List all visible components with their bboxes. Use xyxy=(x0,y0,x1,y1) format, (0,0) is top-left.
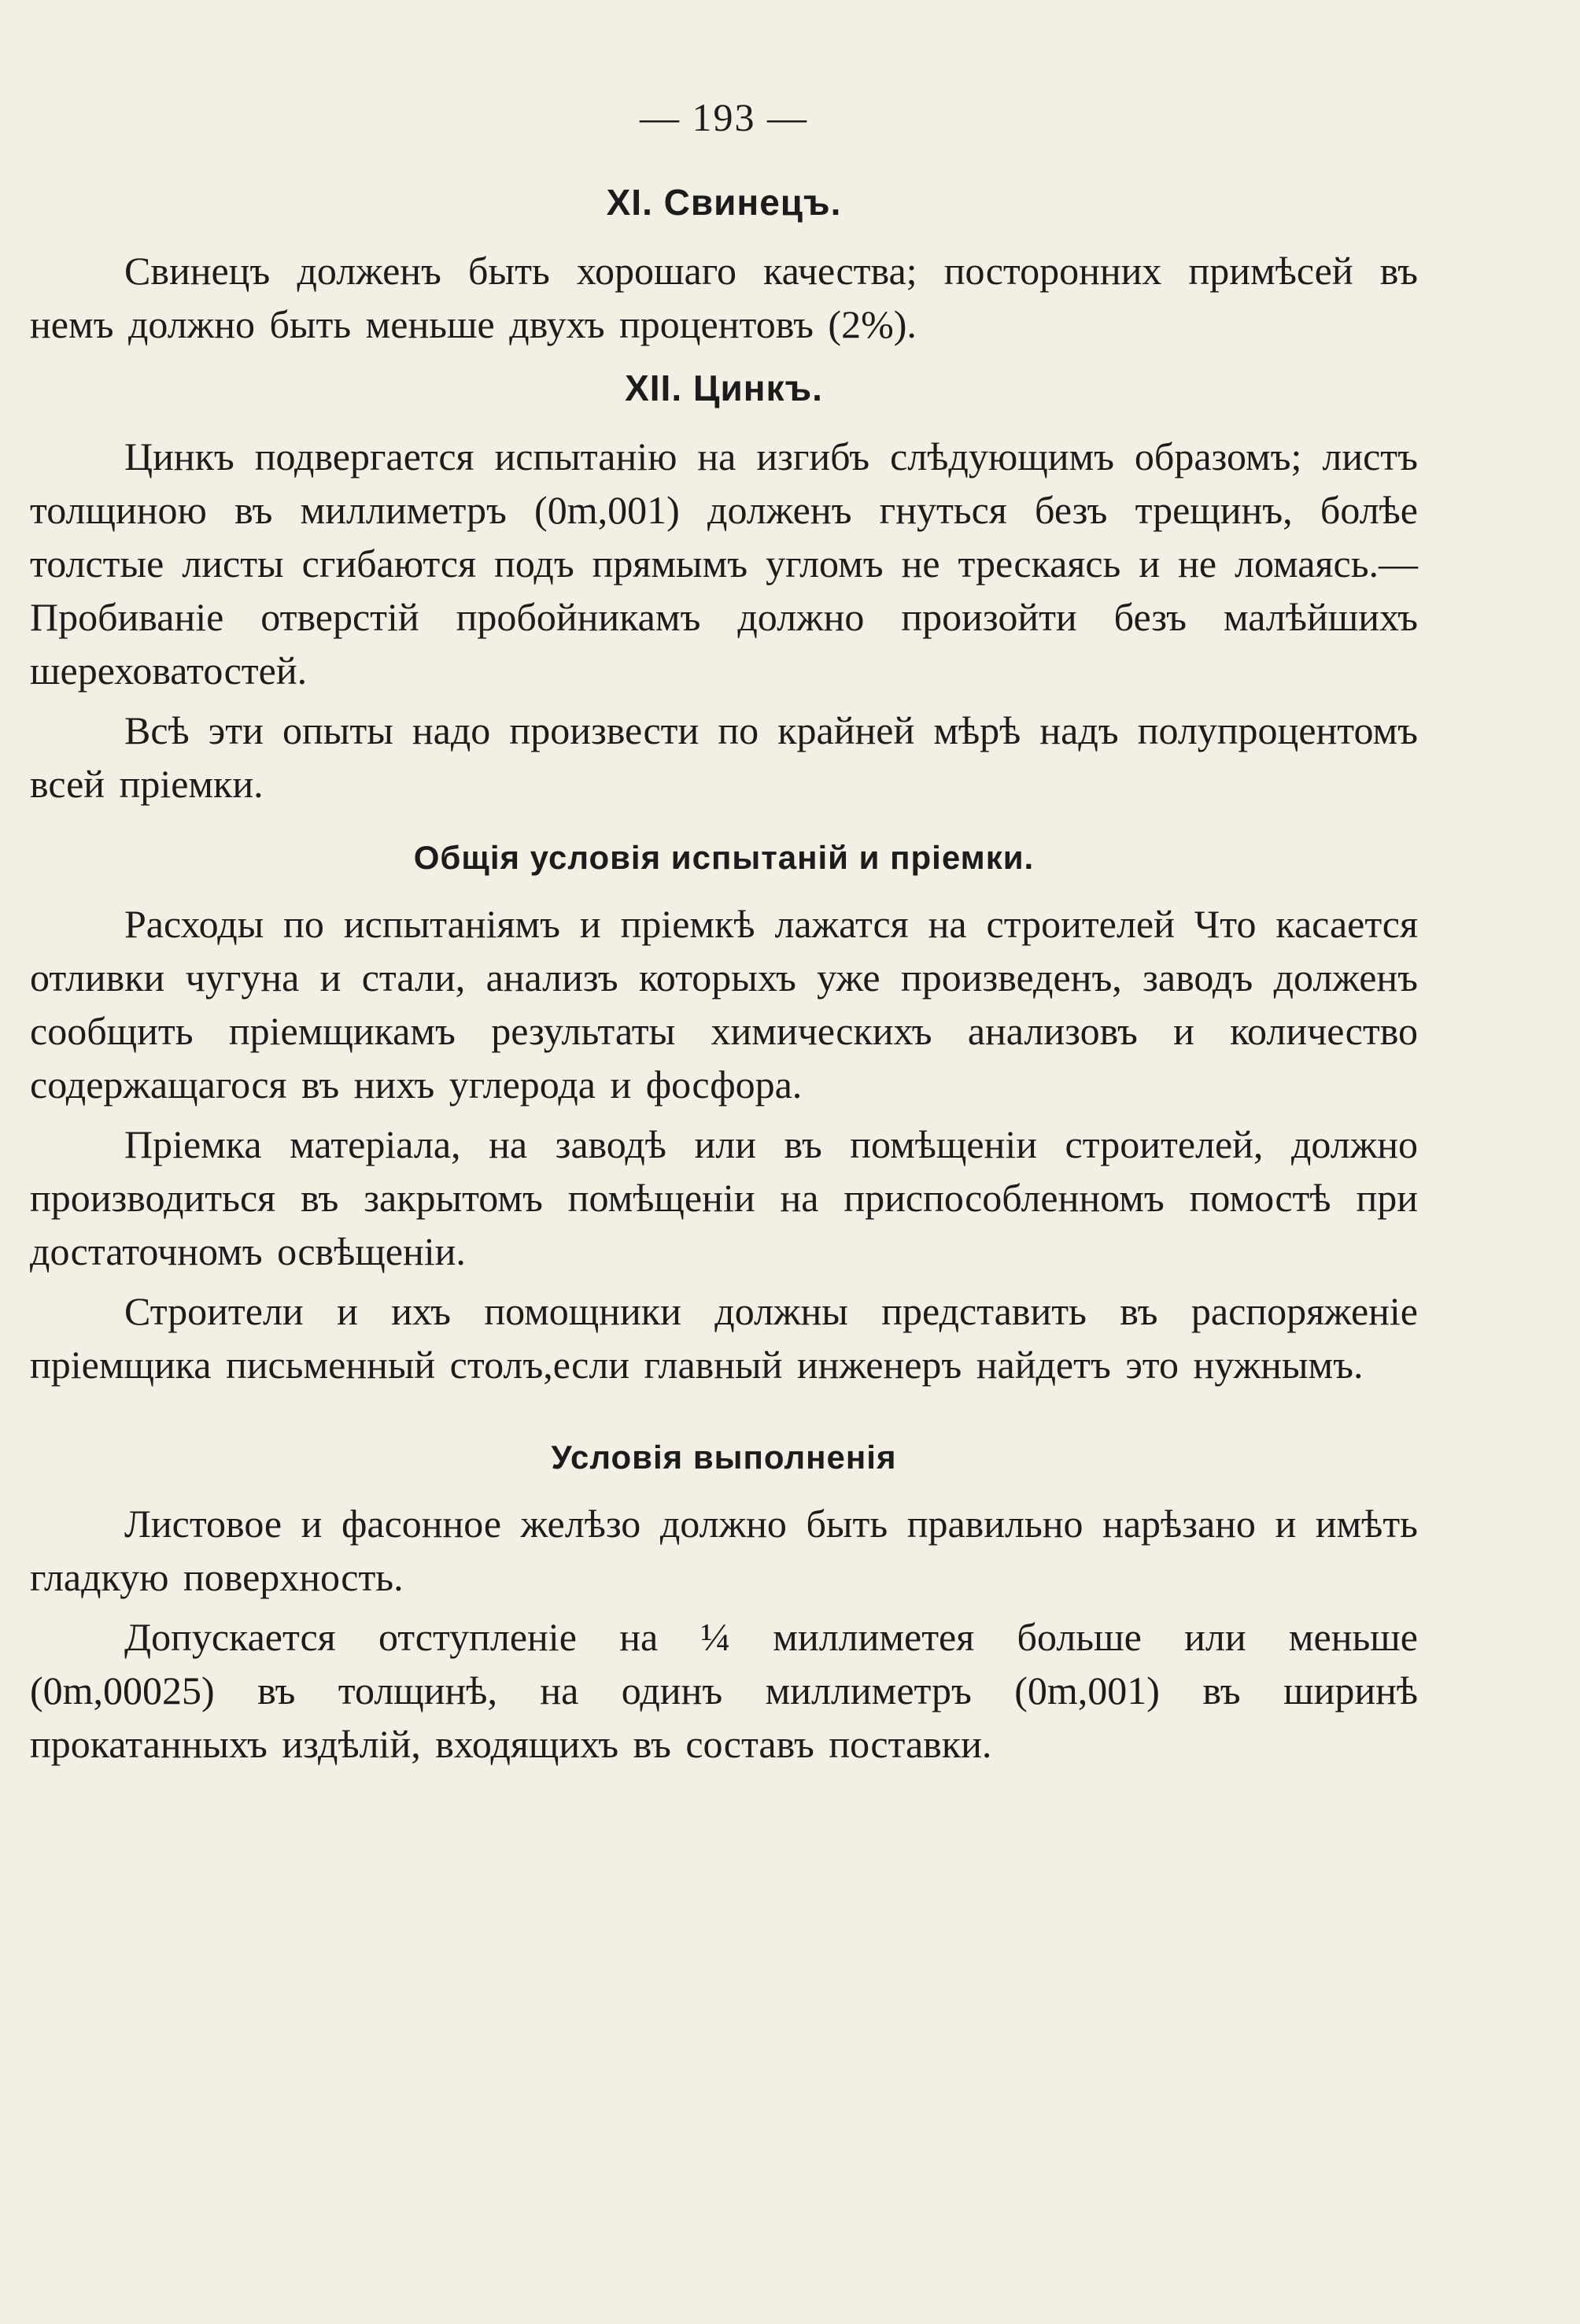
paragraph-general-1: Расходы по испытаніямъ и пріемкѣ лажатся на строителей Что касается отливки чугуна и стали, анализъ которыхъ уже произведенъ, заводъ долженъ сообщить пріемщикамъ результаты химическихъ анализовъ и количество содержащагося въ нихъ углерода и фосфора. xyxy=(30,902,1418,1107)
paragraph-zinc-2: Всѣ эти опыты надо произвести по крайней мѣрѣ надъ полупроцентомъ всей пріемки. xyxy=(30,708,1418,806)
paragraph-zinc-1: Цинкъ подвергается испытанію на изгибъ слѣдующимъ образомъ; листъ толщиною въ миллиметръ (0m,001) долженъ гнуться безъ трещинъ, болѣе толстые листы сгибаются подъ прямымъ угломъ не трескаясь и не ломаясь.—Пробиваніе отверстій пробойникамъ должно произойти безъ малѣйшихъ шереховатостей. xyxy=(30,434,1418,693)
section-lead xyxy=(30,181,1418,351)
section-zinc xyxy=(30,367,1418,811)
section-heading-execution-conditions: Условія выполненія xyxy=(551,1439,897,1476)
paragraph-general-2: Пріемка матеріала, на заводѣ или въ помѣщеніи строителей, должно производиться въ закрытомъ помѣщеніи на приспособленномъ помостѣ при достаточномъ освѣщеніи. xyxy=(30,1122,1418,1273)
section-execution-conditions xyxy=(30,1439,1418,1771)
paragraph-execution-1: Листовое и фасонное желѣзо должно быть правильно нарѣзано и имѣть гладкую поверхность. xyxy=(30,1502,1418,1599)
section-general-conditions xyxy=(30,839,1418,1391)
section-heading-general-conditions: Общія условія испытаній и пріемки. xyxy=(413,839,1035,876)
section-heading-lead: XI. Свинецъ. xyxy=(606,182,842,223)
section-heading-zinc: XII. Цинкъ. xyxy=(625,368,823,408)
paragraph-general-3: Строители и ихъ помощники должны представить въ распоряженіе пріемщика письменный столъ,если главный инженеръ найдетъ это нужнымъ. xyxy=(30,1289,1418,1387)
page-number: — 193 — xyxy=(640,95,808,139)
paragraph-execution-2: Допускается отступленіе на ¼ миллиметея больше или меньше (0m,00025) въ толщинѣ, на одинъ миллиметръ (0m,001) въ ширинѣ прокатанныхъ издѣлій, входящихъ въ составъ поставки. xyxy=(30,1615,1418,1766)
paragraph-lead-1: Свинецъ долженъ быть хорошаго качества; посторонних примѣсей въ немъ должно быть меньше двухъ процентовъ (2%). xyxy=(30,249,1418,346)
